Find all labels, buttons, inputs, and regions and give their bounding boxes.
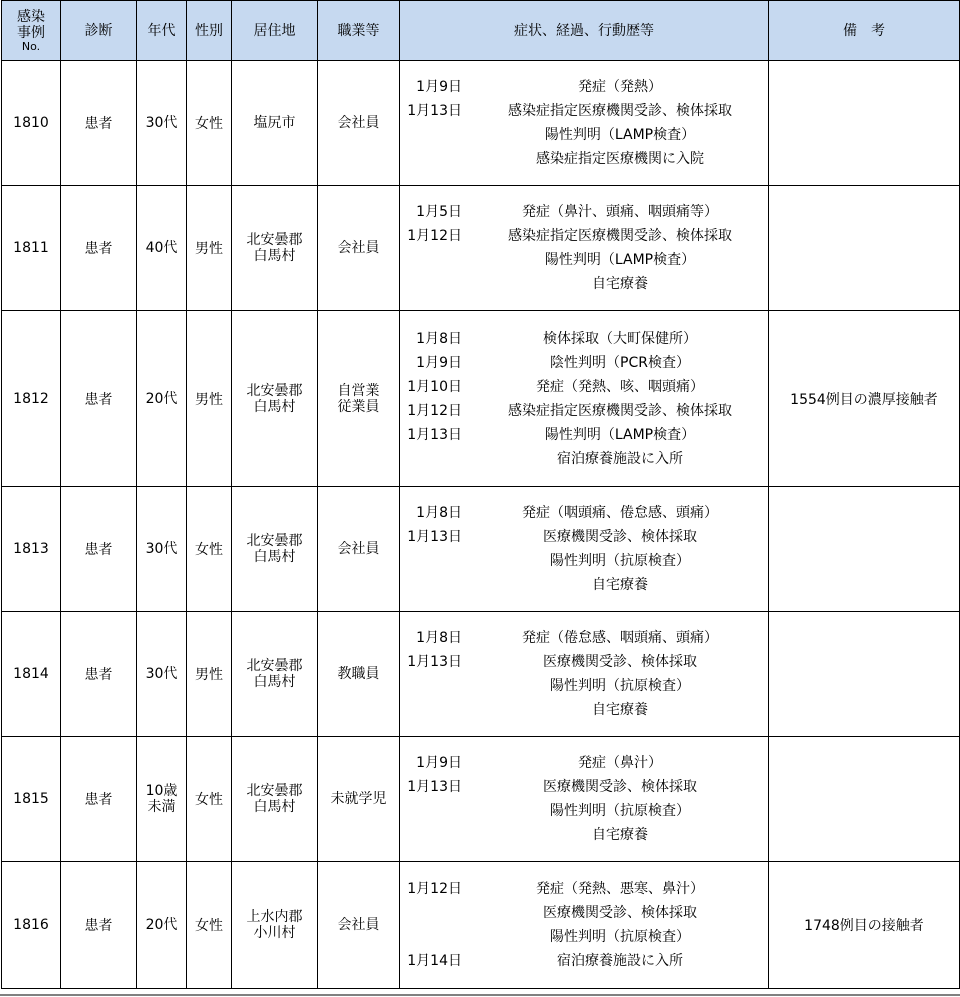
history-cell [400,311,769,487]
history-text: 陽性判明（LAMP検査） [544,426,696,443]
sex-cell: 女性 [187,487,232,612]
age-cell [137,61,187,186]
diagnosis-cell: 患者 [61,487,137,612]
history-date [400,272,472,296]
occupation-cell-line: 未就学児 [330,791,387,807]
history-entry [400,525,768,549]
history-date: 1月14日 [407,953,462,969]
age-cell-line: 10歳 [145,783,178,799]
residence-cell-line: 白馬村 [253,248,296,264]
sex-cell: 男性 [187,186,232,311]
diagnosis-cell: 患者 [61,61,137,186]
case-number: 1810 [2,61,61,186]
history-text: 陽性判明（抗原検査） [550,678,690,694]
history-entry [400,327,768,351]
history-entry [400,272,768,296]
diagnosis-cell: 患者 [61,311,137,487]
history-text: 陰性判明（PCR検査） [550,354,690,371]
residence-cell-line: 北安曇郡 [246,232,303,248]
history-cell [400,61,769,186]
case-row [2,487,960,612]
history-text: 感染症指定医療機関に入院 [536,151,704,167]
history-text: 発症（鼻汁、頭痛、咽頭痛等） [522,204,718,220]
occupation-cell-line: 自営業 [337,382,380,399]
history-text: 発症（鼻汁） [578,755,662,771]
history-entry [400,501,768,525]
history-text: 陽性判明（LAMP検査） [544,127,696,143]
history-cell [400,612,769,737]
occupation-cell-line: 会社員 [337,917,380,933]
history-entry [400,200,768,224]
age-cell-line: 30代 [145,541,178,557]
header-remarks: 備 考 [769,1,960,61]
history-entry [400,925,768,949]
age-cell [137,186,187,311]
occupation-cell [318,487,400,612]
history-date: 1月8日 [416,630,462,646]
history-date [400,573,472,597]
residence-cell-line: 白馬村 [253,398,296,415]
header-sex: 性別 [187,1,232,61]
case-number: 1816 [2,862,61,989]
header-occupation: 職業等 [318,1,400,61]
history-text: 検体採取（大町保健所） [543,330,697,347]
history-date [400,674,472,698]
occupation-cell [318,311,400,487]
residence-cell [232,737,318,862]
age-cell [137,487,187,612]
history-entry [400,799,768,823]
remarks-cell [769,487,960,612]
residence-cell [232,862,318,989]
history-text: 自宅療養 [592,276,648,292]
history-text: 発症（発熱） [578,79,662,95]
history-text: 陽性判明（抗原検査） [550,929,690,945]
history-text: 宿泊療養施設に入所 [557,450,683,467]
history-text: 発症（発熱、悪寒、鼻汁） [536,881,704,897]
history-date: 1月13日 [407,779,462,795]
age-cell-line: 20代 [145,917,178,933]
history-entry [400,626,768,650]
history-date: 1月12日 [407,881,462,897]
history-entry [400,650,768,674]
remarks-cell [769,612,960,737]
history-entry [400,447,768,471]
age-cell [137,311,187,487]
case-table-body [2,61,960,989]
age-cell-line: 未満 [147,799,176,815]
occupation-cell [318,737,400,862]
residence-cell-line: 白馬村 [253,799,296,815]
occupation-cell-line: 会社員 [337,115,380,131]
remarks-cell [769,737,960,862]
occupation-cell-line: 教職員 [337,666,380,682]
age-cell [137,612,187,737]
case-number: 1811 [2,186,61,311]
history-entry [400,375,768,399]
occupation-cell [318,186,400,311]
header-case-no-line3: No. [21,39,41,53]
residence-cell [232,186,318,311]
history-text: 感染症指定医療機関受診、検体採取 [508,103,732,119]
age-cell [137,862,187,989]
history-entry [400,99,768,123]
header-case-no [2,1,61,61]
remarks-cell: 1554例目の濃厚接触者 [769,311,960,487]
history-cell [400,862,769,989]
history-date: 1月8日 [416,330,462,347]
history-date: 1月12日 [407,402,462,419]
history-entry [400,751,768,775]
history-text: 感染症指定医療機関受診、検体採取 [508,402,732,419]
history-date [400,248,472,272]
history-entry [400,75,768,99]
history-text: 陽性判明（抗原検査） [550,553,690,569]
case-row [2,737,960,862]
history-entry [400,949,768,973]
header-age: 年代 [137,1,187,61]
history-entry [400,823,768,847]
history-entry [400,901,768,925]
residence-cell-line: 小川村 [253,925,296,941]
history-entry [400,549,768,573]
history-date: 1月9日 [416,755,462,771]
history-date [400,698,472,722]
case-table [1,0,960,989]
history-date: 1月9日 [416,354,462,371]
history-entry [400,224,768,248]
case-row [2,862,960,989]
history-entry [400,877,768,901]
residence-cell [232,612,318,737]
case-row [2,186,960,311]
diagnosis-cell: 患者 [61,862,137,989]
occupation-cell-line: 会社員 [337,240,380,256]
residence-cell-line: 塩尻市 [253,115,296,131]
history-text: 宿泊療養施設に入所 [557,953,683,969]
history-date [400,901,472,925]
continuation-tick-marks [0,993,960,997]
history-text: 医療機関受診、検体採取 [543,905,697,921]
history-date: 1月13日 [407,654,462,670]
history-cell [400,186,769,311]
history-date: 1月10日 [407,378,462,395]
history-text: 発症（発熱、咳、咽頭痛） [536,378,704,395]
residence-cell-line: 北安曇郡 [246,783,303,799]
header-case-no-line1: 感染 [17,8,45,25]
header-history: 症状、経過、行動歴等 [400,1,769,61]
residence-cell-line: 北安曇郡 [246,382,303,399]
history-cell [400,487,769,612]
sex-cell: 女性 [187,862,232,989]
remarks-cell [769,61,960,186]
history-date: 1月8日 [416,505,462,521]
age-cell-line: 40代 [145,240,178,256]
case-number: 1814 [2,612,61,737]
residence-cell-line: 上水内郡 [246,909,303,925]
header-residence: 居住地 [232,1,318,61]
history-date [400,823,472,847]
occupation-cell-line: 従業員 [337,398,380,415]
residence-cell-line: 白馬村 [253,674,296,690]
history-text: 発症（倦怠感、咽頭痛、頭痛） [522,630,718,646]
diagnosis-cell: 患者 [61,612,137,737]
occupation-cell [318,612,400,737]
diagnosis-cell: 患者 [61,186,137,311]
history-date: 1月5日 [416,204,462,220]
history-date: 1月13日 [407,103,462,119]
age-cell-line: 30代 [145,666,178,682]
residence-cell [232,311,318,487]
case-row [2,311,960,487]
history-entry [400,351,768,375]
history-date [400,799,472,823]
case-number: 1813 [2,487,61,612]
history-date [400,447,472,471]
case-number: 1815 [2,737,61,862]
age-cell [137,737,187,862]
history-text: 陽性判明（LAMP検査） [544,252,696,268]
sex-cell: 女性 [187,737,232,862]
sex-cell: 男性 [187,612,232,737]
history-entry [400,399,768,423]
history-text: 自宅療養 [592,702,648,718]
history-entry [400,573,768,597]
occupation-cell [318,61,400,186]
case-row [2,61,960,186]
history-date [400,549,472,573]
age-cell-line: 30代 [145,115,178,131]
history-text: 自宅療養 [592,827,648,843]
history-date: 1月13日 [407,529,462,545]
header-diagnosis: 診断 [61,1,137,61]
history-text: 医療機関受診、検体採取 [543,779,697,795]
history-text: 自宅療養 [592,577,648,593]
residence-cell-line: 北安曇郡 [246,533,303,549]
history-entry [400,674,768,698]
occupation-cell-line: 会社員 [337,541,380,557]
history-date [400,925,472,949]
history-entry [400,248,768,272]
residence-cell-line: 北安曇郡 [246,658,303,674]
history-entry [400,698,768,722]
residence-cell-line: 白馬村 [253,549,296,565]
header-case-no-line2: 事例 [17,24,45,41]
history-date: 1月12日 [407,228,462,244]
history-entry [400,775,768,799]
history-date: 1月9日 [416,79,462,95]
residence-cell [232,487,318,612]
history-entry [400,123,768,147]
history-text: 医療機関受診、検体採取 [543,529,697,545]
history-text: 発症（咽頭痛、倦怠感、頭痛） [522,505,718,521]
history-date [400,123,472,147]
history-text: 医療機関受診、検体採取 [543,654,697,670]
residence-cell [232,61,318,186]
case-row [2,612,960,737]
occupation-cell [318,862,400,989]
header-row [2,1,960,61]
sex-cell: 男性 [187,311,232,487]
history-entry [400,147,768,171]
remarks-cell: 1748例目の接触者 [769,862,960,989]
history-text: 陽性判明（抗原検査） [550,803,690,819]
history-date: 1月13日 [407,426,462,443]
history-text: 感染症指定医療機関受診、検体採取 [508,228,732,244]
age-cell-line: 20代 [145,390,178,407]
remarks-cell [769,186,960,311]
sex-cell: 女性 [187,61,232,186]
history-entry [400,423,768,447]
history-date [400,147,472,171]
case-number: 1812 [2,311,61,487]
history-cell [400,737,769,862]
diagnosis-cell: 患者 [61,737,137,862]
